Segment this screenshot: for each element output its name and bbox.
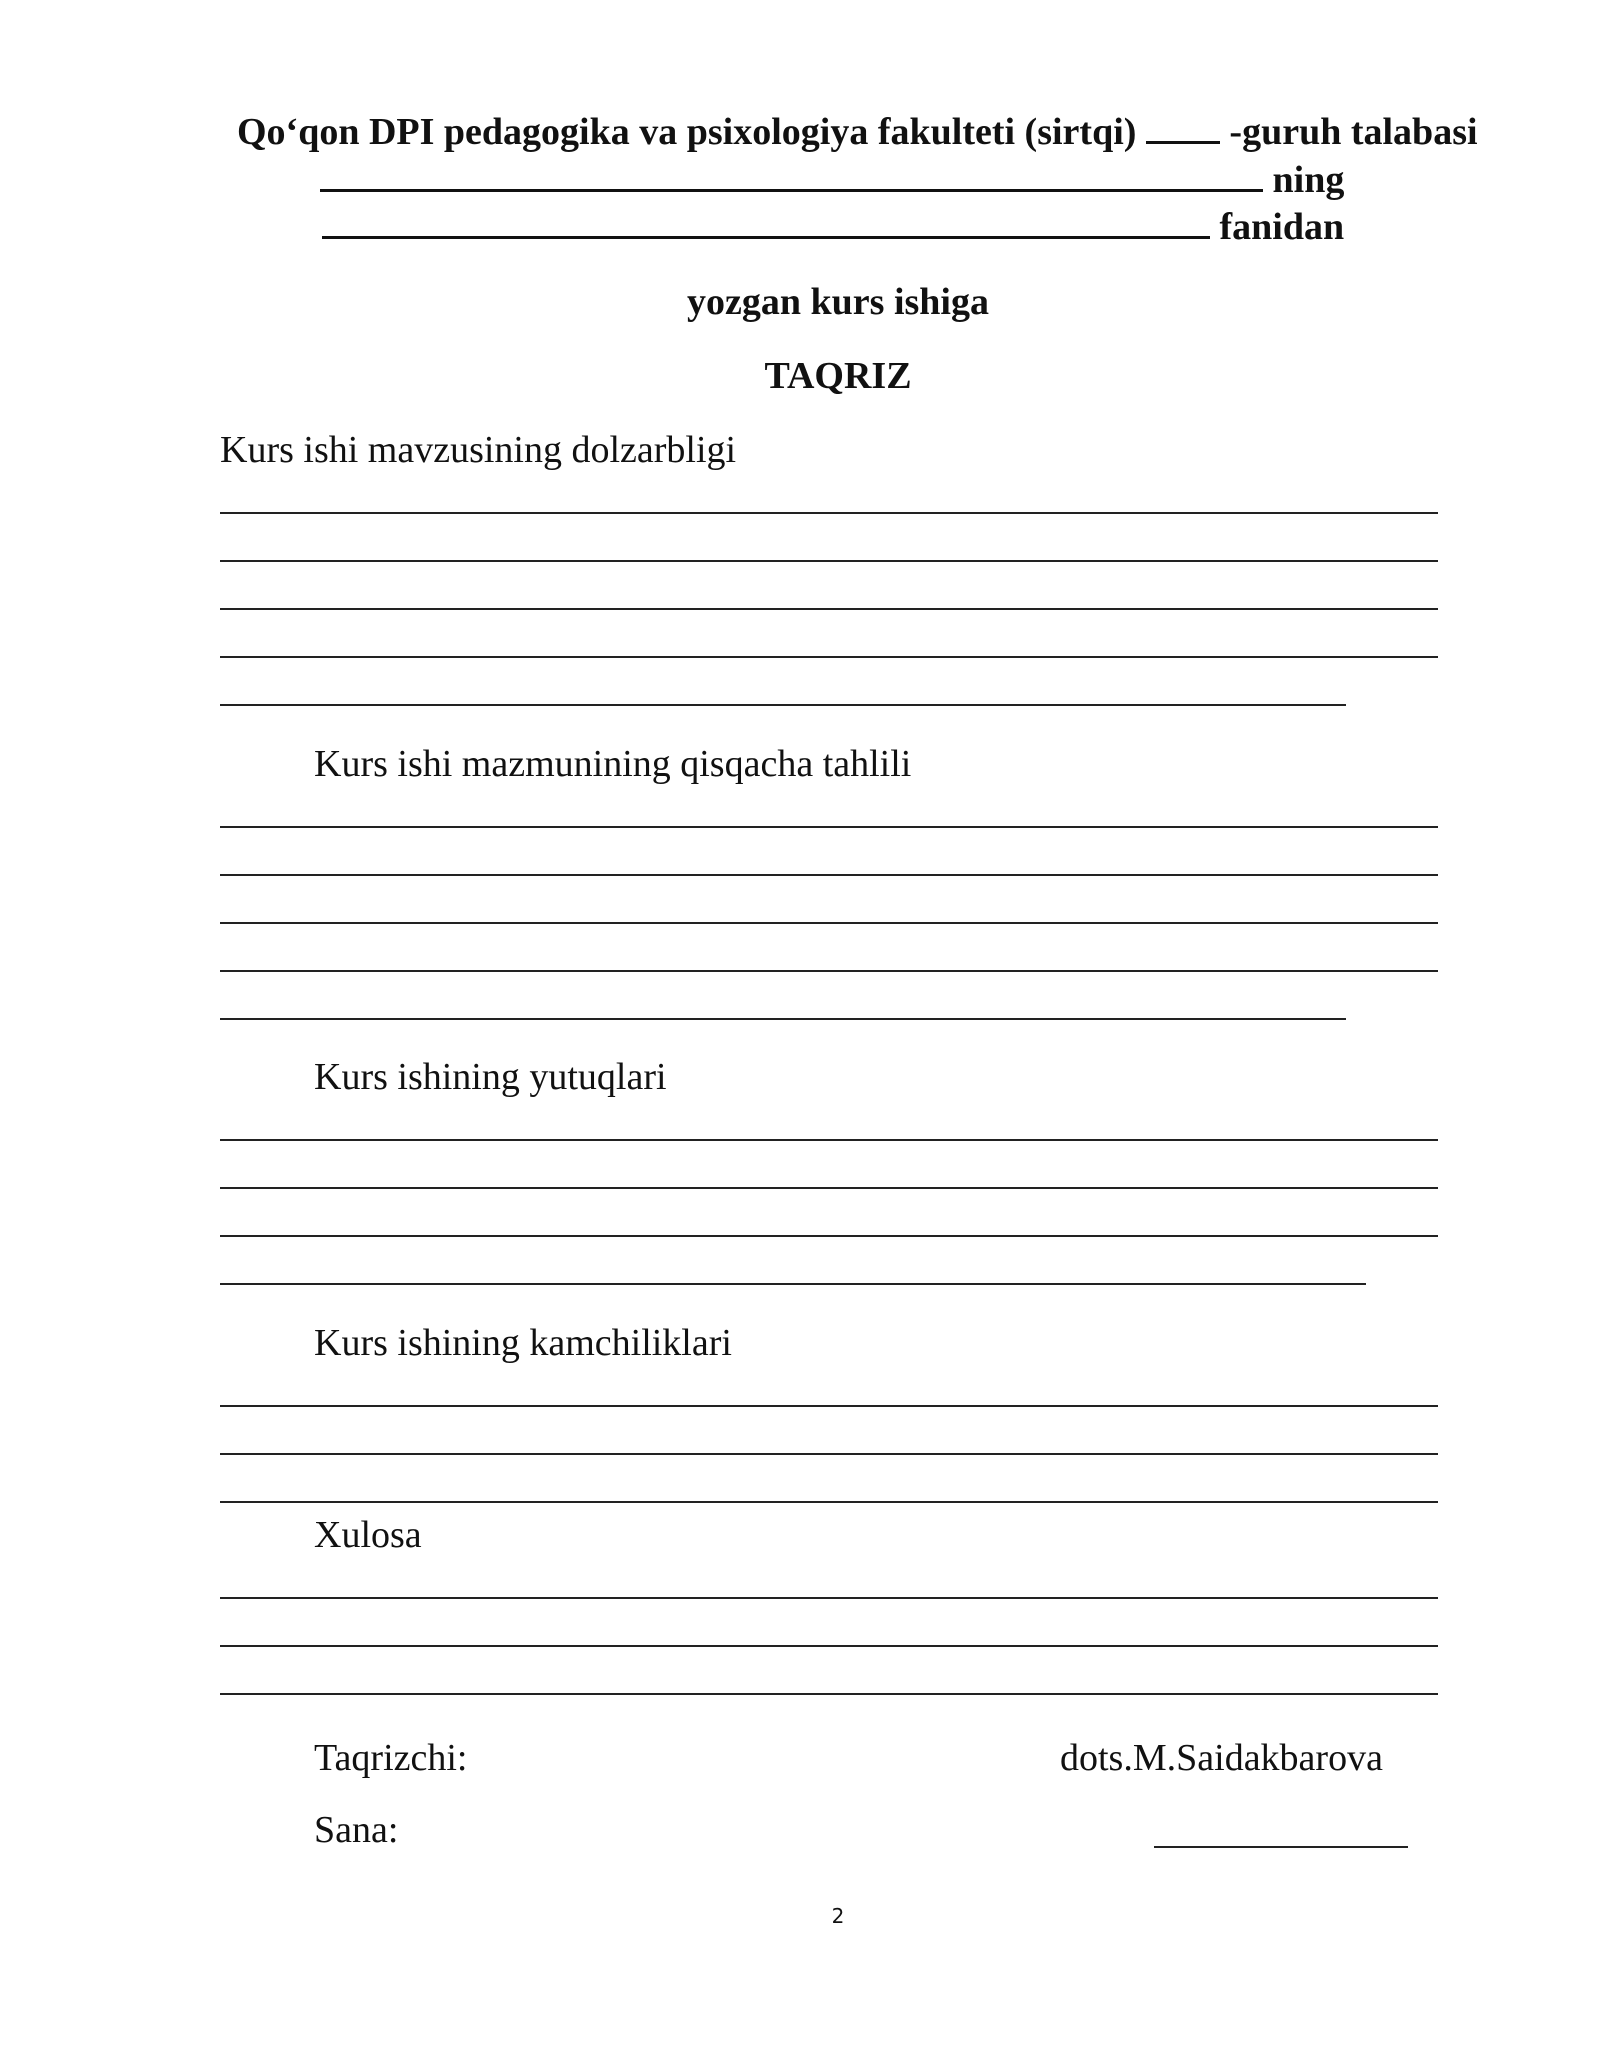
- date-label: Sana:: [314, 1809, 399, 1851]
- subject-name-blank[interactable]: [322, 206, 1210, 239]
- answer-line[interactable]: [220, 1405, 1438, 1407]
- answer-line[interactable]: [220, 656, 1438, 658]
- answer-line[interactable]: [220, 1235, 1438, 1237]
- answer-line[interactable]: [220, 1139, 1438, 1141]
- answer-line[interactable]: [220, 970, 1438, 972]
- header-faculty-text: Qo‘qon DPI pedagogika va psixologiya fakulteti (sirtqi): [237, 111, 1137, 153]
- section-shortcomings-label: Kurs ishining kamchiliklari: [314, 1322, 732, 1364]
- answer-line[interactable]: [220, 826, 1438, 828]
- answer-line[interactable]: [220, 874, 1438, 876]
- header-fanidan-text: fanidan: [1219, 206, 1345, 248]
- answer-line[interactable]: [220, 704, 1346, 706]
- header-ning-text: ning: [1272, 159, 1345, 201]
- section-achievements-label: Kurs ishining yutuqlari: [314, 1056, 667, 1098]
- student-name-blank[interactable]: [320, 159, 1263, 192]
- answer-line[interactable]: [220, 1645, 1438, 1647]
- reviewer-name: dots.M.Saidakbarova: [1060, 1737, 1383, 1779]
- header-line-3: [322, 205, 1344, 249]
- answer-line[interactable]: [220, 1597, 1438, 1599]
- section-relevance-label: Kurs ishi mavzusining dolzarbligi: [220, 429, 737, 471]
- answer-line[interactable]: [220, 1501, 1438, 1503]
- answer-line[interactable]: [220, 1693, 1438, 1695]
- answer-line[interactable]: [220, 1283, 1366, 1285]
- header-group-suffix: -guruh talabasi: [1229, 111, 1478, 153]
- answer-line[interactable]: [220, 1187, 1438, 1189]
- section-conclusion-label: Xulosa: [314, 1514, 422, 1556]
- answer-line[interactable]: [220, 608, 1438, 610]
- section-analysis-label: Kurs ishi mazmunining qisqacha tahlili: [314, 743, 912, 785]
- header-line-1: [237, 110, 1478, 154]
- date-signature-blank[interactable]: [1154, 1846, 1408, 1848]
- page-number: 2: [831, 1904, 845, 1928]
- document-title: TAQRIZ: [764, 355, 912, 397]
- header-line-2: [320, 158, 1344, 202]
- document-subtitle: yozgan kurs ishiga: [687, 281, 989, 323]
- answer-line[interactable]: [220, 1453, 1438, 1455]
- answer-line[interactable]: [220, 1018, 1346, 1020]
- answer-line[interactable]: [220, 922, 1438, 924]
- answer-line[interactable]: [220, 560, 1438, 562]
- reviewer-label: Taqrizchi:: [314, 1737, 468, 1779]
- answer-line[interactable]: [220, 512, 1438, 514]
- group-number-blank[interactable]: [1146, 111, 1220, 144]
